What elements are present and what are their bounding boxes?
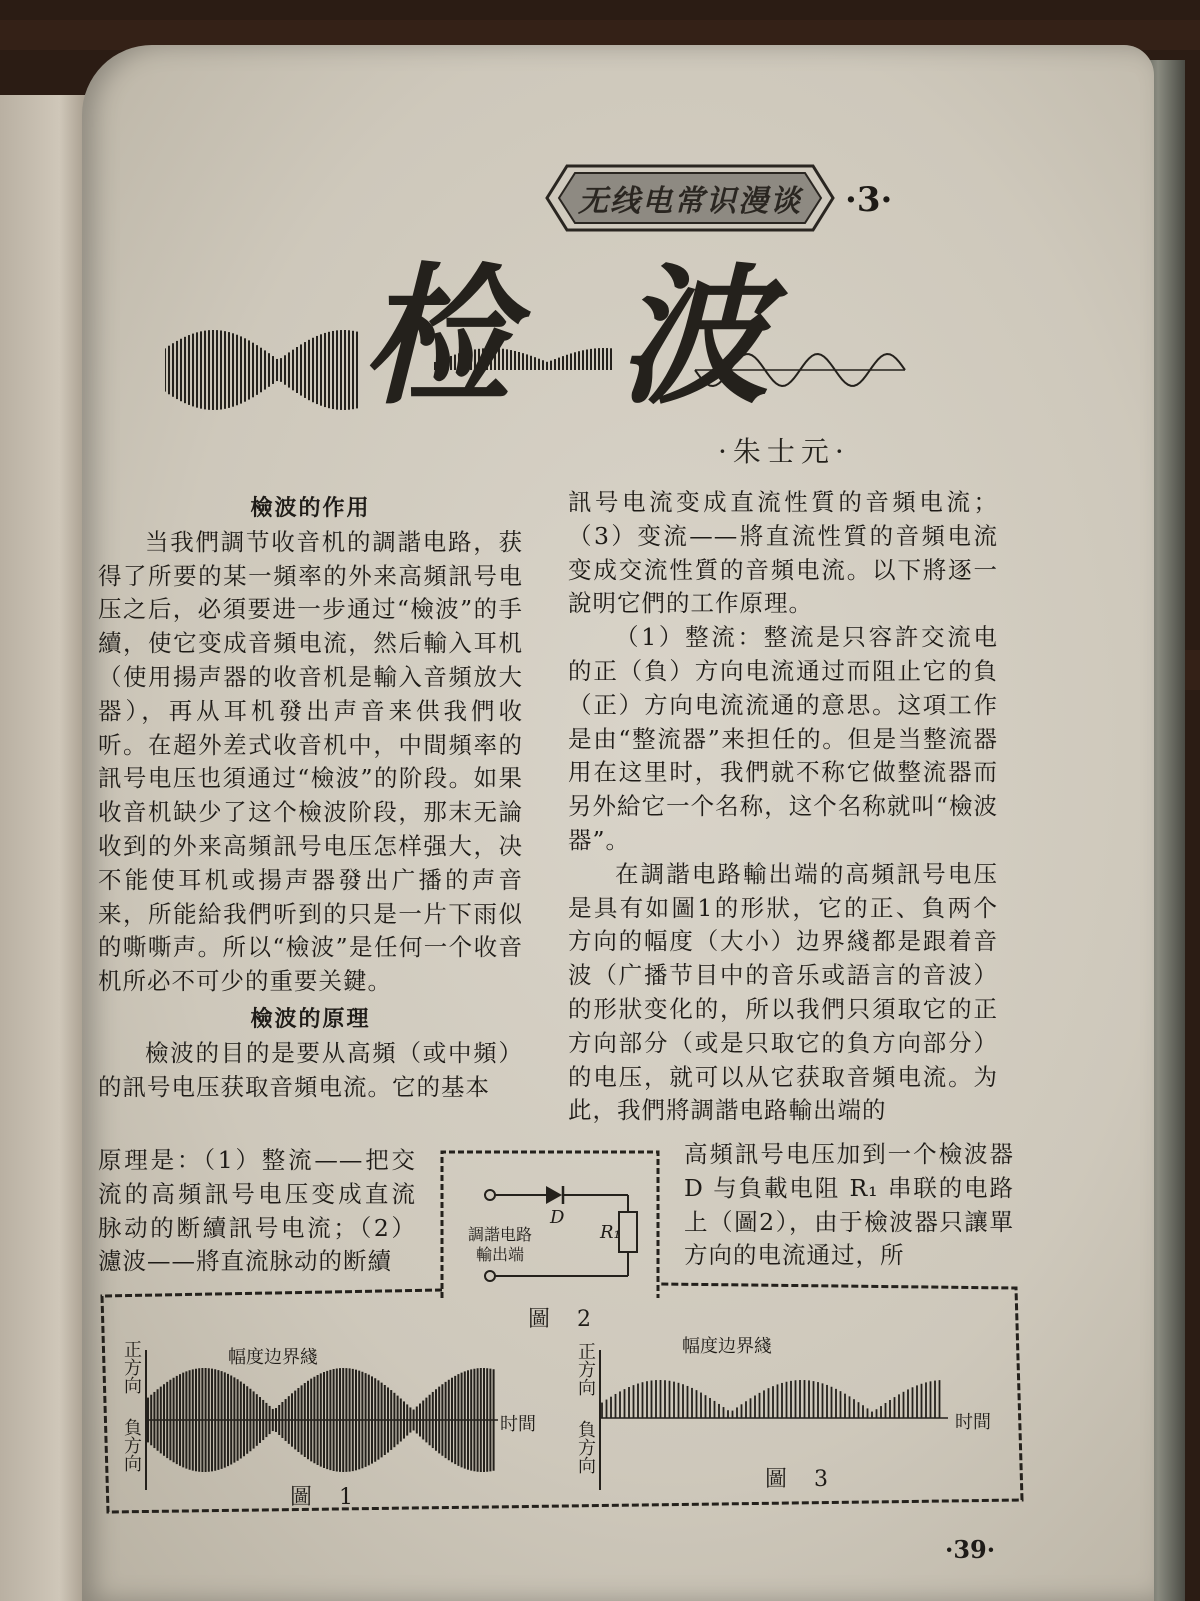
paragraph: 在調諧电路輸出端的高頻訊号电压是具有如圖1的形狀，它的正、負两个方向的幅度（大小）边界綫都是跟着音波（广播节目中的音乐或語言的音波）的形狀变化的，所以我們只須取它的正方向部分（或是只取它的負方向部分）的电压，就可以从它获取音頻电流。为此，我們將調諧电路輸出端的 [568,859,998,1125]
figure-1-negative-axis-label: 負方向 [121,1418,142,1472]
figure-3-envelope-label: 幅度边界綫 [682,1336,772,1357]
figure-1-envelope-label: 幅度边界綫 [228,1347,318,1368]
section-heading-function: 檢波的作用 [250,495,371,521]
figure-1-positive-axis-label: 正方向 [121,1340,142,1394]
resistor-label: R₁ [600,1222,621,1243]
page-number: ·39· [945,1535,996,1564]
figure-1-time-label: 时間 [500,1414,536,1435]
figure-3-negative-axis-label: 負方向 [575,1420,596,1474]
right-column [568,486,998,1128]
left-column-bottom [98,1144,416,1279]
section-heading-principle: 檢波的原理 [250,1005,371,1032]
paragraph: 高頻訊号电压加到一个檢波器 D 与負載电阻 R₁ 串联的电路上（圖2），由于檢波器只讓單方向的电流通过，所 [684,1140,1014,1270]
title-waveform-decoration [165,320,915,420]
figure-2-label: 圖 2 [528,1307,601,1332]
left-page-edge [0,95,85,1601]
right-column-bottom [684,1138,1014,1273]
issue-number: ·3· [845,180,893,220]
figure-3-time-label: 时間 [955,1412,991,1433]
figure-1-waveform [118,1340,538,1500]
series-title: 无线电常识漫谈 [578,184,802,219]
title-char-jian: 检 [362,249,513,425]
paragraph: （1）整流：整流是只容許交流电的正（負）方向电流通过而阻止它的負（正）方向电流流通的意思。这項工作是由“整流器”来担任的。但是当整流器用在这里时，我們就不称它做整流器而另外給它一个名称，这个名称就叫“檢波器”。 [568,623,998,854]
figure-1-label: 圖 1 [290,1485,363,1510]
circuit-input-label-2: 輸出端 [476,1245,525,1264]
circuit-input-label-1: 調諧电路 [468,1225,533,1244]
series-banner [545,164,835,232]
figure-3-positive-axis-label: 正方向 [575,1342,596,1396]
paragraph: 訊号电流变成直流性質的音頻电流；（3）变流——將直流性質的音頻电流变成交流性質的音頻电流。以下將逐一說明它們的工作原理。 [568,488,998,618]
diode-label: D [550,1207,565,1228]
left-column [98,492,523,1104]
paragraph: 檢波的目的是要从高頻（或中頻）的訊号电压获取音頻电流。它的基本 [98,1038,523,1101]
paragraph: 当我們調节收音机的調諧电路，获得了所要的某一頻率的外来高頻訊号电压之后，必須要进一步通过“檢波”的手續，使它变成音頻电流，然后輸入耳机（使用揚声器的收音机是輸入音頻放大器），再从耳机發出声音来供我們收听。在超外差式收音机中，中間頻率的訊号电压也須通过“檢波”的阶段。如果收音机缺少了这个檢波阶段，那末无論收到的外来高頻訊号电压怎样强大，决不能使耳机或揚声器發出广播的声音来，所能給我們听到的只是一片下雨似的嘶嘶声。所以“檢波”是任何一个收音机所必不可少的重要关鍵。 [98,527,523,996]
figure-3-label: 圖 3 [765,1467,838,1492]
title-char-bo: 波 [618,249,769,425]
paragraph: 原理是：（1）整流——把交流的高頻訊号电压变成直流脉动的断續訊号电流；（2）濾波——將直流脉动的断續 [98,1146,416,1276]
author-name: ·朱士元· [718,435,850,468]
